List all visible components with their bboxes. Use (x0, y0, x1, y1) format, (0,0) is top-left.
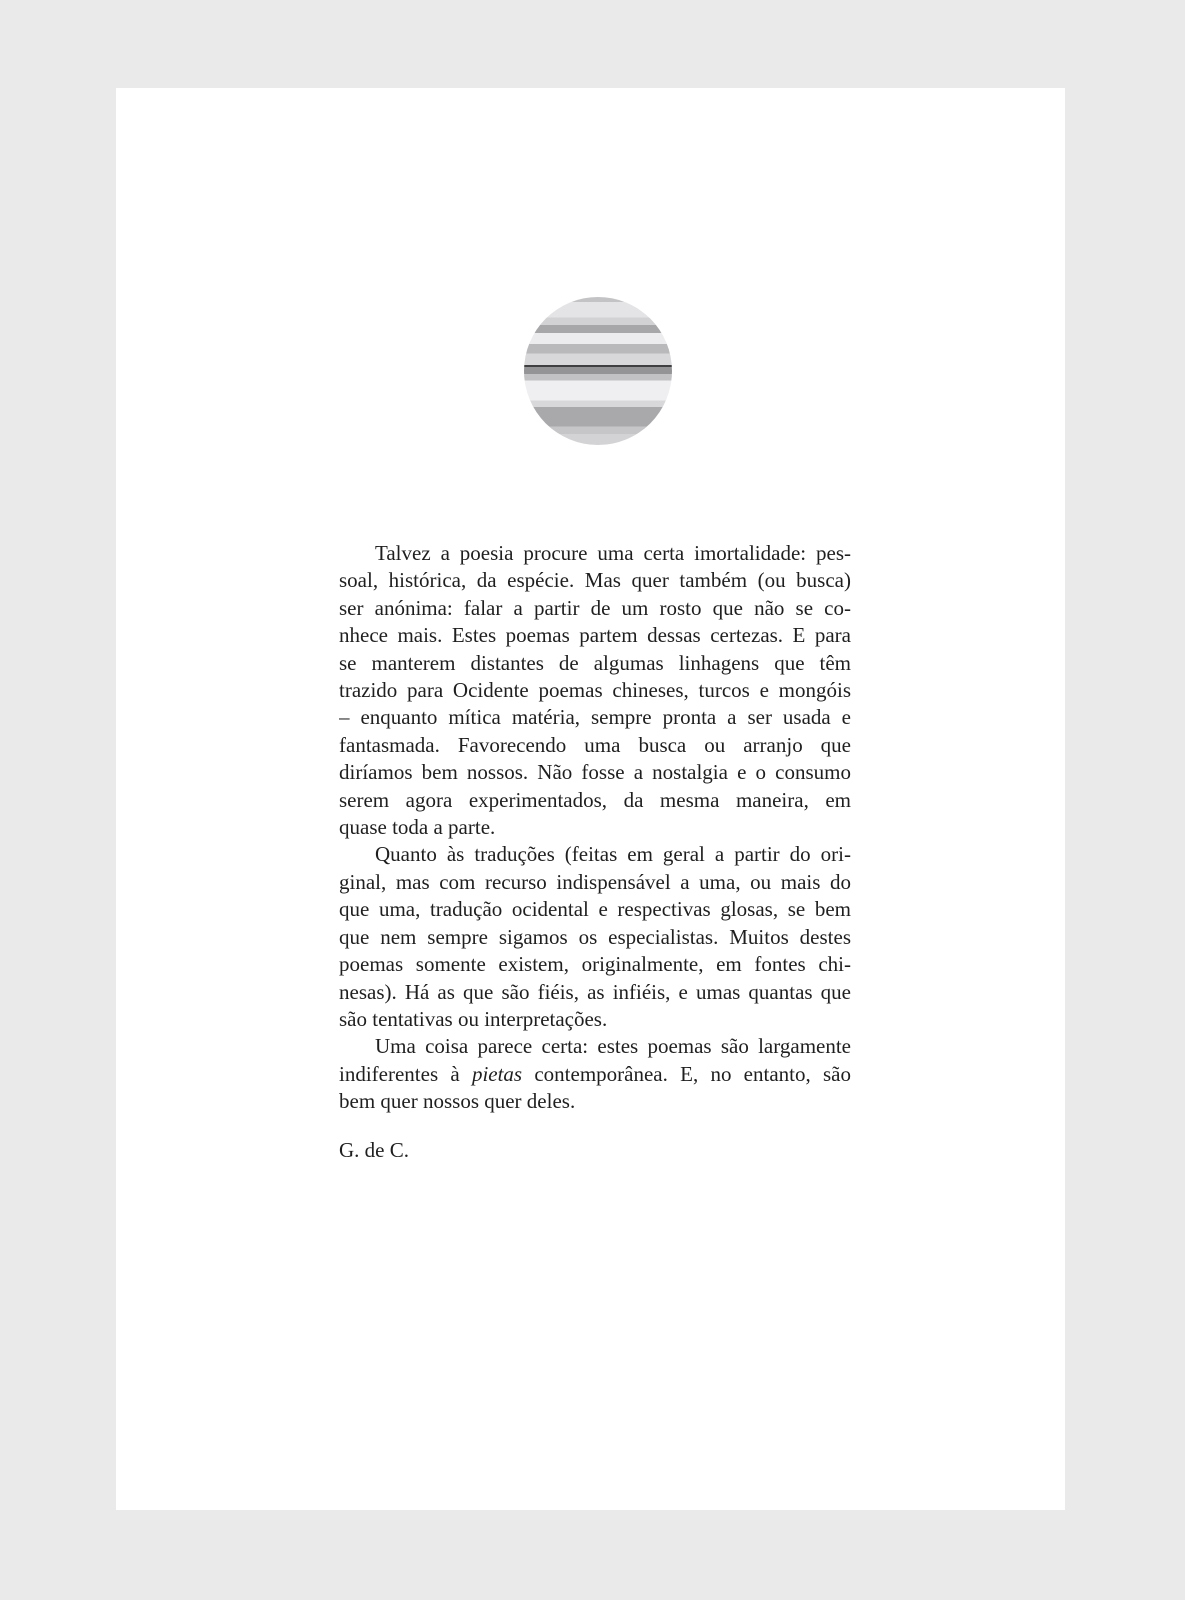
text-line: indiferentes à pietas contemporânea. E, no entanto, são (339, 1061, 851, 1086)
text-line: são tentativas ou interpretações. (339, 1006, 608, 1031)
text-line: Talvez a poesia procure uma certa imortalidade: pes- (375, 541, 851, 565)
text-line: nhece mais. Estes poemas partem dessas certezas. E para (339, 623, 851, 648)
text-line: que uma, tradução ocidental e respectivas glosas, se bem (339, 897, 851, 922)
text-line: soal, histórica, da espécie. Mas quer também (ou busca) (339, 568, 851, 593)
text-line: Uma coisa parece certa: estes poemas são largamente (375, 1034, 851, 1059)
text-line: poemas somente existem, originalmente, em fontes chi- (339, 952, 851, 977)
paragraph (339, 841, 851, 1033)
text-line: Quanto às traduções (feitas em geral a partir do ori- (375, 842, 851, 867)
text-line: serem agora experimentados, da mesma maneira, em (339, 787, 851, 812)
author-initials: G. de C. (339, 1138, 409, 1162)
text-line: quase toda a parte. (339, 815, 496, 840)
text-line: fantasmada. Favorecendo uma busca ou arranjo que (339, 732, 851, 757)
book-page (116, 88, 1065, 1510)
text-line: nesas). Há as que são fiéis, as infiéis, e umas quantas que (339, 979, 851, 1004)
text-line: se manterem distantes de algumas linhagens que têm (339, 650, 851, 675)
text-line: ginal, mas com recurso indispensável a uma, ou mais do (339, 869, 851, 894)
paragraph (339, 540, 851, 841)
text-line: diríamos bem nossos. Não fosse a nostalgia e o consumo (339, 760, 851, 785)
preface-text-block (339, 540, 851, 1116)
text-line: ser anónima: falar a partir de um rosto que não se co- (339, 595, 851, 620)
text-line: trazido para Ocidente poemas chineses, turcos e mongóis (339, 678, 851, 703)
text-line: que nem sempre sigamos os especialistas. Muitos destes (339, 924, 851, 949)
text-line: bem quer nossos quer deles. (339, 1089, 576, 1114)
striped-planet-image (524, 297, 672, 445)
paragraph (339, 1033, 851, 1115)
text-line: – enquanto mítica matéria, sempre pronta a ser usada e (339, 705, 851, 730)
